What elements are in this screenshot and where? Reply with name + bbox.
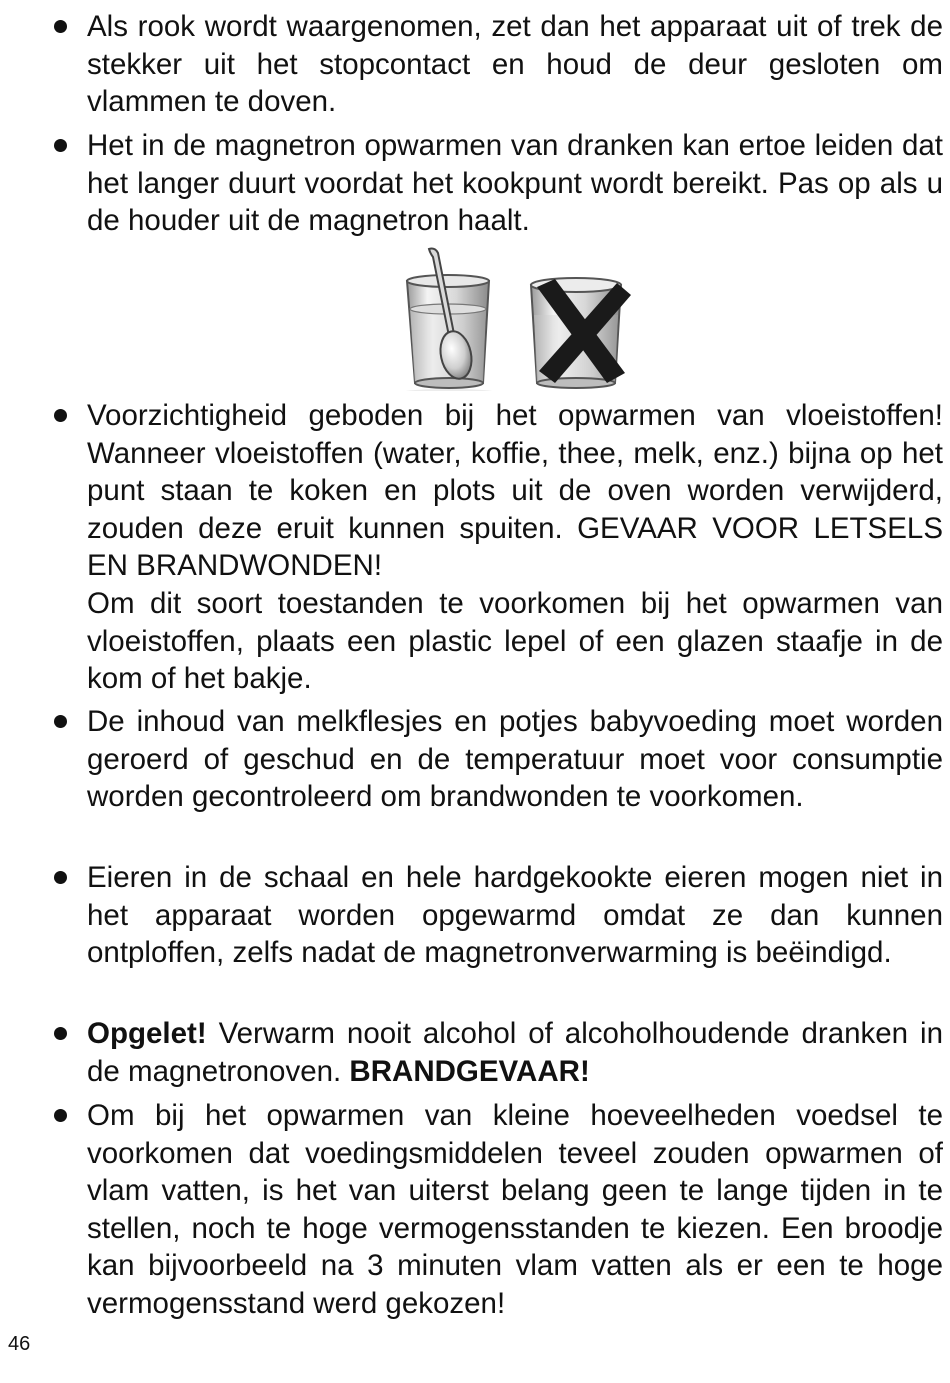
bullet-text: Om bij het opwarmen van kleine hoeveelheden voedsel te voorkomen dat voedingsmiddelen teveel zouden opwarmen of vlam vatten, is het van uiterst belang geen te lange tijden in te stellen, noch te hoge vermogensstanden te kiezen. Een broodje kan bijvoorbeeld na 3 minuten vlam vatten als er een te hoge vermogensstand werd gekozen!: [87, 1099, 943, 1320]
glass-with-spoon-icon: [399, 249, 499, 392]
bullet-text: Het in de magnetron opwarmen van dranken kan ertoe leiden dat het langer duurt voordat het kookpunt wordt bereikt. Pas op als u de houder uit de magnetron haalt.: [87, 129, 943, 238]
bullet-text: Voorzichtigheid geboden bij het opwarmen van vloeistoffen! Wanneer vloeistoffen (water, koffie, thee, melk, enz.) bijna op het punt staan te koken en plots uit de oven worden verwijderd, zouden deze eruit kunnen spuiten. GEVAAR VOOR LETSELS EN BRANDWONDEN!: [87, 399, 943, 583]
bullet-item-alcohol: [87, 1015, 943, 1090]
bullet-text: Als rook wordt waargenomen, zet dan het apparaat uit of trek de stekker uit het stopcontact en houd de deur gesloten om vlammen te doven.: [87, 10, 943, 119]
bullet-text-continued: Om dit soort toestanden te voorkomen bij het opwarmen van vloeistoffen, plaats een plastic lepel of een glazen staafje in de kom of het bakje.: [87, 586, 943, 696]
bullet-item-small-quantities: [87, 1097, 943, 1323]
spoon-in-glass-illustration: [395, 243, 640, 391]
warning-lead: Opgelet!: [87, 1017, 207, 1050]
bullet-item-baby-food: [87, 703, 943, 816]
fire-hazard-warning: BRANDGEVAAR!: [349, 1054, 590, 1088]
bullet-item-liquids: [87, 397, 943, 698]
page-number: 46: [8, 1333, 31, 1355]
empty-glass-crossed-icon: [531, 278, 631, 388]
bullet-text: Eieren in de schaal en hele hardgekookte eieren mogen niet in het apparaat worden opgewarmd omdat ze dan kunnen ontploffen, zelfs nadat de magnetronverwarming is beëindigd.: [87, 861, 943, 970]
bullet-item-smoke: [87, 8, 943, 121]
bullet-text: Verwarm nooit alcohol of alcoholhoudende dranken in de magnetronoven.: [87, 1017, 943, 1088]
bullet-item-eggs: [87, 859, 943, 972]
bullet-item-boiling-point: [87, 127, 943, 240]
bullet-text: De inhoud van melkflesjes en potjes babyvoeding moet worden geroerd of geschud en de temperatuur moet voor consumptie worden gecontroleerd om brandwonden te voorkomen.: [87, 705, 943, 814]
